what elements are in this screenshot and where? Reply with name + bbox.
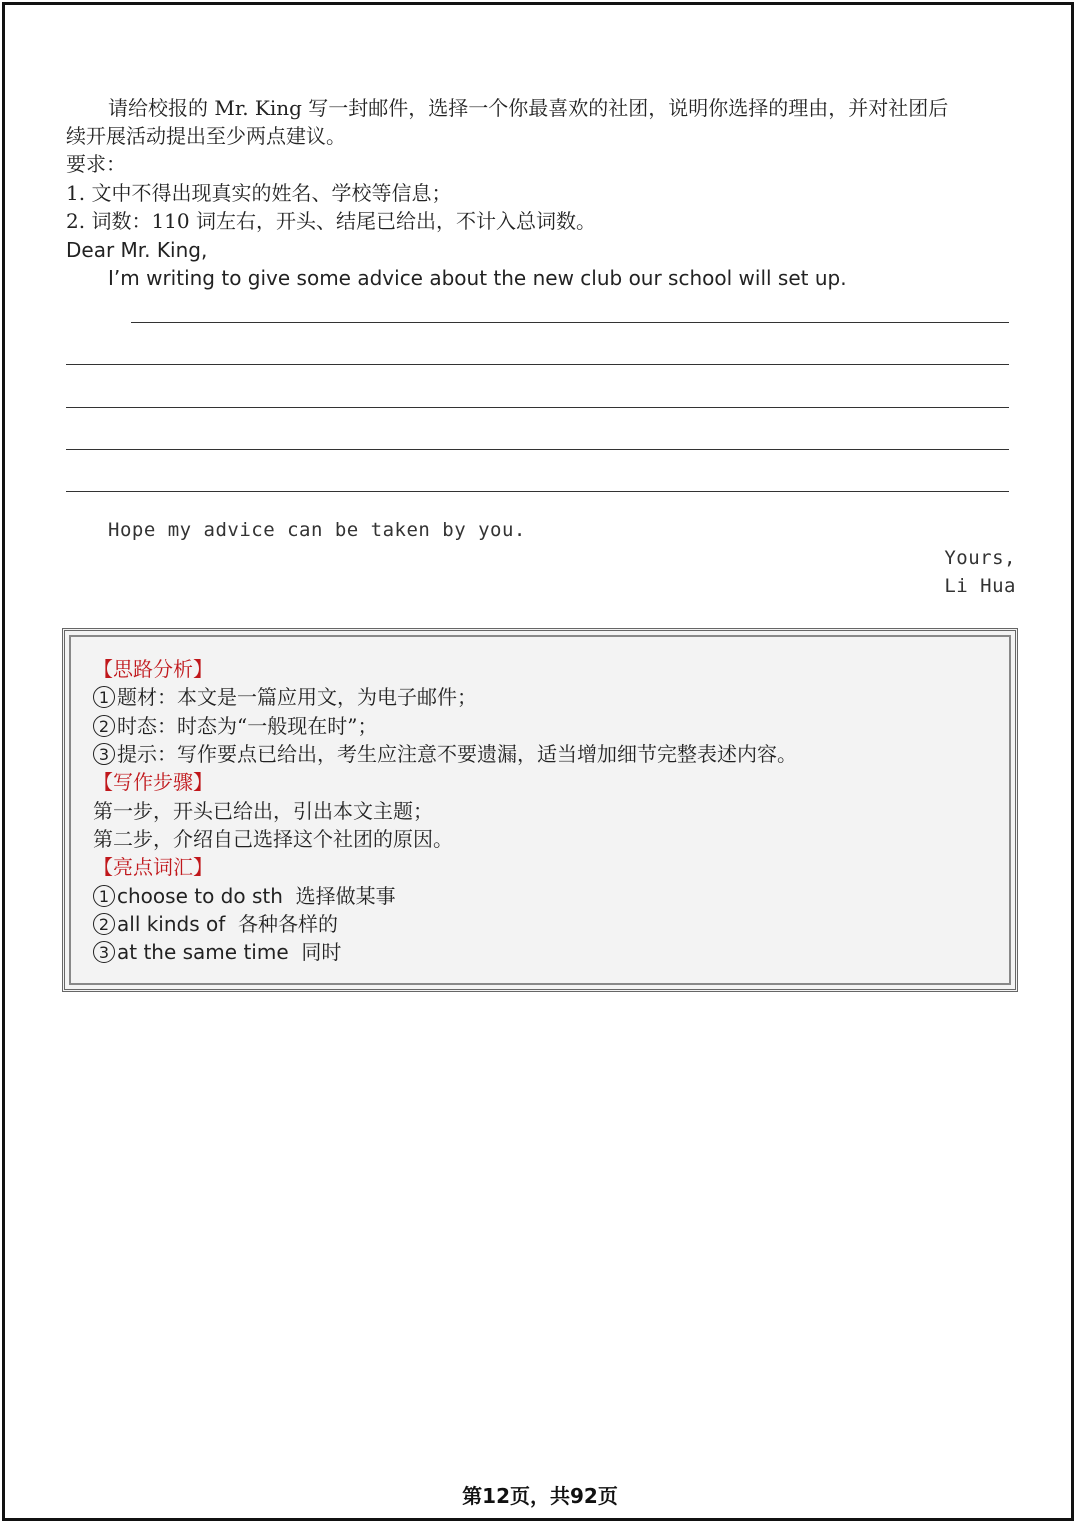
analysis-item-2 [93, 712, 377, 740]
analysis-item-1 [93, 683, 477, 711]
vocab-item-2 [93, 910, 338, 938]
vocab-item-1 [93, 882, 396, 910]
vocab-english: at the same time [117, 940, 289, 964]
requirements-label: 要求： [66, 152, 126, 176]
writing-line [66, 364, 1009, 365]
writing-step-1: 第一步，开头已给出，引出本文主题； [93, 799, 433, 823]
vocab-chinese: 同时 [301, 940, 342, 964]
writing-step-2: 第二步，介绍自己选择这个社团的原因。 [93, 827, 453, 851]
prompt-line-1: 请给校报的 Mr. King 写一封邮件，选择一个你最喜欢的社团，说明你选择的理由，并对社团后 [108, 96, 949, 120]
circled-number: 1 [93, 885, 115, 907]
analysis-item-3 [93, 740, 797, 768]
circled-number: 2 [93, 913, 115, 935]
prompt-line-2: 续开展活动提出至少两点建议。 [66, 124, 346, 148]
writing-line [66, 449, 1009, 450]
circled-number: 2 [93, 715, 115, 737]
analysis-heading-steps: 【写作步骤】 [93, 770, 213, 794]
letter-opening: I’m writing to give some advice about the new club our school will set up. [108, 266, 847, 290]
vocab-english: choose to do sth [117, 884, 283, 908]
analysis-heading-ideas: 【思路分析】 [93, 657, 213, 681]
vocab-chinese: 各种各样的 [238, 912, 339, 936]
letter-sign-off: Yours, [944, 547, 1016, 569]
page-number: 第12页，共92页 [462, 1484, 618, 1508]
analysis-item-text: 题材：本文是一篇应用文，为电子邮件； [117, 685, 477, 709]
writing-line [66, 407, 1009, 408]
requirement-2: 2. 词数：110 词左右，开头、结尾已给出，不计入总词数。 [66, 209, 596, 233]
analysis-item-text: 时态：时态为“一般现在时”； [117, 714, 378, 738]
letter-closing: Hope my advice can be taken by you. [108, 519, 526, 541]
writing-line [131, 322, 1009, 323]
letter-signature: Li Hua [944, 575, 1016, 597]
letter-greeting: Dear Mr. King, [66, 238, 208, 262]
vocab-chinese: 选择做某事 [295, 884, 396, 908]
analysis-box [62, 628, 1018, 992]
requirement-1: 1. 文中不得出现真实的姓名、学校等信息； [66, 181, 452, 205]
vocab-item-3 [93, 938, 341, 966]
analysis-item-text: 提示：写作要点已给出，考生应注意不要遗漏，适当增加细节完整表述内容。 [117, 742, 797, 766]
circled-number: 3 [93, 743, 115, 765]
writing-line [66, 491, 1009, 492]
circled-number: 1 [93, 686, 115, 708]
analysis-heading-vocab: 【亮点词汇】 [93, 855, 213, 879]
vocab-english: all kinds of [117, 912, 226, 936]
circled-number: 3 [93, 941, 115, 963]
